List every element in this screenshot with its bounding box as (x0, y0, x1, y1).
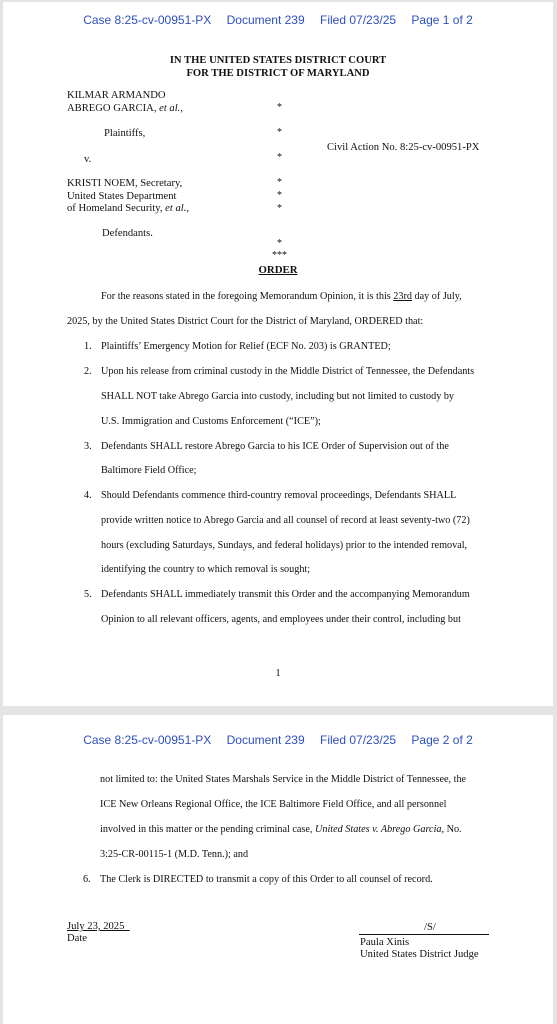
plaintiff-role: Plaintiffs, (104, 128, 146, 139)
continued-line: 3:25-CR-00115-1 (M.D. Tenn.); and (100, 849, 249, 860)
signature-line (359, 934, 489, 935)
order-day: 23rd (393, 291, 412, 302)
item-line: Baltimore Field Office; (101, 465, 197, 476)
document-page-2 (3, 715, 553, 1024)
item-line: Defendants SHALL restore Abrego Garcia to his ICE Order of Supervision out of the (101, 441, 449, 452)
defendant-role: Defendants. (102, 228, 153, 239)
page-number: 1 (275, 668, 281, 679)
filed-date: Filed 07/23/25 (320, 733, 397, 747)
ecf-header (3, 733, 553, 747)
ecf-header (3, 13, 553, 27)
caption-star: * (277, 102, 282, 113)
case-citation: United States v. Abrego Garcia (315, 824, 442, 835)
caption-star: * (277, 190, 282, 201)
plaintiff-name-text: ABREGO GARCIA, (67, 102, 160, 114)
continued-line: ICE New Orleans Regional Office, the ICE Baltimore Field Office, and all personnel (100, 799, 447, 810)
intro-line-2: 2025, by the United States District Court for the District of Maryland, ORDERED that: (67, 316, 424, 327)
item-number: 1. (84, 341, 92, 352)
caption-star: * (277, 177, 282, 188)
filed-date: Filed 07/23/25 (320, 13, 397, 27)
judge-name: Paula Xinis (360, 937, 410, 948)
date-value (67, 921, 130, 934)
caption-star: * (277, 127, 282, 138)
defendant-line-3-text: of Homeland Security, (67, 203, 166, 214)
intro-line-1 (101, 291, 462, 302)
item-line: provide written notice to Abrego Garcia and all counsel of record at least seventy-two (72) (101, 515, 470, 526)
item-line: SHALL NOT take Abrego Garcia into custody, including but not limited to custody by (101, 391, 455, 402)
plaintiff-name-line-2 (67, 103, 183, 116)
plaintiff-name (67, 90, 183, 115)
defendant-line-2: United States Department (67, 190, 177, 202)
item-line: Should Defendants commence third-country removal proceedings, Defendants SHALL (101, 490, 457, 501)
document-number: Document 239 (226, 13, 305, 27)
item-number: 2. (84, 366, 92, 377)
item-line: Plaintiffs’ Emergency Motion for Relief (ECF No. 203) is GRANTED; (101, 341, 391, 352)
item-number: 6. (83, 874, 91, 885)
item-line: The Clerk is DIRECTED to transmit a copy of this Order to all counsel of record. (100, 874, 433, 885)
continued-line: not limited to: the United States Marshals Service in the Middle District of Tennessee, the (100, 774, 467, 785)
item-line: hours (excluding Saturdays, Sundays, and federal holidays) prior to the intended removal, (101, 540, 468, 551)
caption-star: * (277, 203, 282, 214)
plaintiff-name-line-1: KILMAR ARMANDO (67, 90, 166, 101)
defendant-name (67, 178, 189, 216)
item-number: 4. (84, 490, 92, 501)
document-page-1 (3, 2, 553, 706)
continued-text: involved in this matter or the pending criminal case, (100, 824, 316, 835)
caption-star: * (277, 238, 282, 249)
plaintiff-etal: et al. (159, 102, 181, 114)
item-line: Upon his release from criminal custody in the Middle District of Tennessee, the Defendants (101, 366, 475, 377)
continued-line (100, 824, 462, 835)
court-name (3, 54, 553, 80)
defendant-etal: et al. (165, 203, 187, 214)
date-text: July 23, 2025 (67, 921, 125, 932)
plaintiff-suffix: , (180, 102, 183, 114)
defendant-line-1: KRISTI NOEM, Secretary, (67, 178, 183, 189)
civil-action-number: Civil Action No. 8:25-cv-00951-PX (327, 142, 480, 153)
case-number: Case 8:25-cv-00951-PX (83, 733, 212, 747)
case-number: Case 8:25-cv-00951-PX (83, 13, 212, 27)
versus: v. (84, 154, 92, 165)
item-line: Opinion to all relevant officers, agents, and employees under their control, including but (101, 614, 461, 625)
item-number: 5. (84, 589, 92, 600)
page-indicator: Page 2 of 2 (411, 733, 473, 747)
item-line: identifying the country to which removal is sought; (101, 564, 311, 575)
signature: /S/ (424, 922, 436, 933)
court-line-2: FOR THE DISTRICT OF MARYLAND (186, 68, 370, 79)
date-label: Date (67, 933, 87, 944)
defendant-suffix: , (186, 203, 190, 214)
judge-title: United States District Judge (360, 949, 479, 960)
continued-text-end: , No. (441, 824, 462, 835)
intro-text-end: day of July, (411, 291, 462, 302)
document-number: Document 239 (226, 733, 305, 747)
court-line-1: IN THE UNITED STATES DISTRICT COURT (169, 55, 387, 66)
order-title: ORDER (258, 264, 298, 276)
item-line: U.S. Immigration and Customs Enforcement (“ICE”); (101, 416, 321, 427)
caption-separator: *** (272, 250, 287, 261)
item-number: 3. (84, 441, 92, 452)
item-line: Defendants SHALL immediately transmit this Order and the accompanying Memorandum (101, 589, 470, 600)
caption-star: * (277, 152, 282, 163)
intro-text: For the reasons stated in the foregoing Memorandum Opinion, it is this (101, 291, 394, 302)
defendant-line-3 (67, 203, 189, 216)
page-indicator: Page 1 of 2 (411, 13, 473, 27)
